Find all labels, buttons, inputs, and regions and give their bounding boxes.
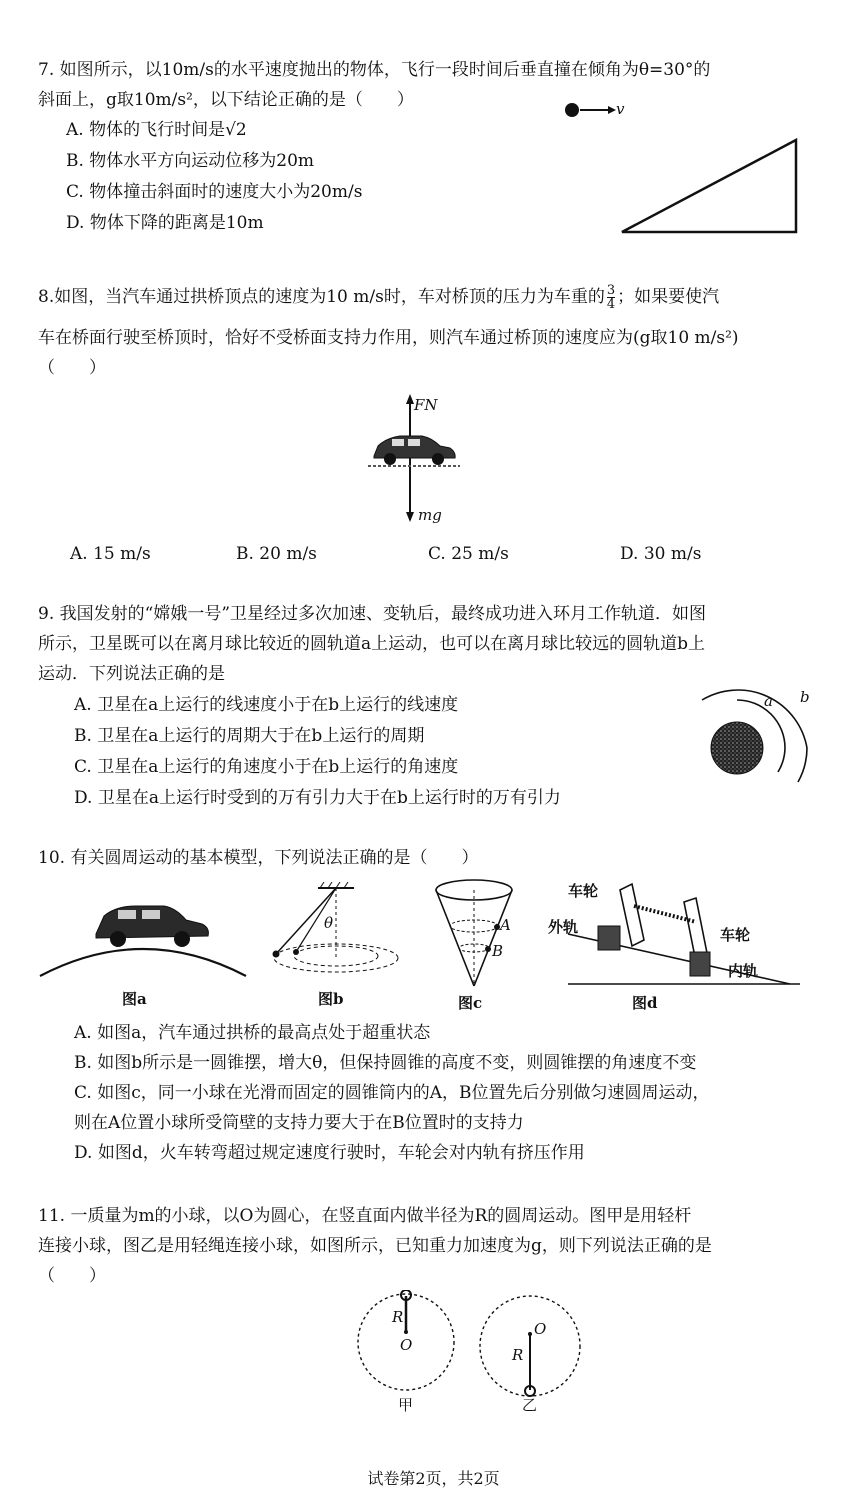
q11-stem-line3: （ ） — [38, 1266, 106, 1286]
q10-inner-rail-label: 内轨 — [728, 962, 759, 980]
q8-option-a: A. 15 m/s — [70, 544, 151, 564]
q8-stem-part2: ；如果要使汽 — [617, 287, 720, 307]
q10-wheel-label-1: 车轮 — [568, 882, 599, 900]
q8-option-b: B. 20 m/s — [236, 544, 317, 564]
q10-option-d: D. 如图d，火车转弯超过规定速度行驶时，车轮会对内轨有挤压作用 — [74, 1143, 585, 1163]
q8-stem-part1: 8.如图，当汽车通过拱桥顶点的速度为10 m/s时，车对桥顶的压力为车重的 — [38, 287, 605, 307]
q10-theta-label: θ — [324, 914, 334, 932]
q10-stem: 10. 有关圆周运动的基本模型，下列说法正确的是（ ） — [38, 848, 479, 868]
q8-stem-line3: （ ） — [38, 358, 106, 378]
q8-option-d: D. 30 m/s — [620, 544, 702, 564]
q10-fig-a — [38, 880, 248, 980]
wheel-left — [620, 884, 644, 946]
q11-O-label-jia: O — [400, 1336, 413, 1354]
q11-stem-line2: 连接小球，图乙是用轻绳连接小球，如图所示，已知重力加速度为g，则下列说法正确的是 — [38, 1236, 712, 1256]
q7-stem-line2: 斜面上，g取10m/s²，以下结论正确的是（ ） — [38, 90, 414, 110]
projectile-ball — [565, 103, 579, 117]
q10-fig-b — [262, 880, 412, 980]
q11-R-label-yi: R — [512, 1346, 524, 1364]
q10-caption-c: 图c — [458, 994, 483, 1012]
q7-projectile-figure — [560, 92, 810, 242]
q7-option-d: D. 物体下降的距离是10m — [66, 213, 264, 233]
q7-option-c: C. 物体撞击斜面时的速度大小为20m/s — [66, 182, 363, 202]
moon — [711, 722, 763, 774]
q7-velocity-label: v — [616, 100, 625, 118]
q9-stem-line2: 所示，卫星既可以在离月球比较近的圆轨道a上运动，也可以在离月球比较远的圆轨道b上 — [38, 634, 706, 654]
q10-caption-b: 图b — [318, 990, 344, 1008]
q9-stem-line3: 运动．下列说法正确的是 — [38, 664, 225, 684]
q9-stem-line1: 9. 我国发射的“嫦娥一号”卫星经过多次加速、变轨后，最终成功进入环月工作轨道．如图 — [38, 604, 707, 624]
q10-outer-rail-label: 外轨 — [548, 918, 579, 936]
q9-option-a: A. 卫星在a上运行的线速度小于在b上运行的线速度 — [74, 695, 459, 715]
q9-orbit-b-label: b — [800, 688, 810, 706]
outer-rail — [598, 926, 620, 950]
q10-option-b: B. 如图b所示是一圆锥摆，增大θ，但保持圆锥的高度不变，则圆锥摆的角速度不变 — [74, 1053, 697, 1073]
q7-option-a: A. 物体的飞行时间是√2 — [66, 120, 247, 140]
q8-fraction — [607, 284, 615, 311]
q8-option-c: C. 25 m/s — [428, 544, 509, 564]
frac-numerator: 3 — [606, 283, 616, 298]
q10-caption-a: 图a — [122, 990, 147, 1008]
q10-fig-d — [560, 874, 820, 990]
arch-bridge — [40, 949, 246, 976]
q9-option-b: B. 卫星在a上运行的周期大于在b上运行的周期 — [74, 726, 425, 746]
inner-rail — [690, 952, 710, 976]
q10-A-label: A — [500, 916, 511, 934]
page-footer: 试卷第2页，共2页 — [367, 1469, 500, 1488]
q8-stem-line2: 车在桥面行驶至桥顶时，恰好不受桥面支持力作用，则汽车通过桥顶的速度应为(g取10 m/s²) — [38, 328, 739, 348]
cone-side — [436, 890, 474, 986]
q7-option-b: B. 物体水平方向运动位移为20m — [66, 151, 315, 171]
q11-caption-jia: 甲 — [398, 1396, 414, 1414]
q9-orbit-a-label: a — [764, 692, 773, 710]
q11-figure — [350, 1290, 590, 1400]
q8-fn-label: FN — [414, 396, 438, 414]
bob — [273, 951, 280, 958]
incline-triangle — [622, 140, 796, 232]
q10-wheel-label-2: 车轮 — [720, 926, 751, 944]
q8-mg-label: mg — [418, 506, 442, 524]
q10-B-label: B — [492, 942, 504, 960]
car-wheel — [432, 453, 444, 465]
q7-stem-line1: 7. 如图所示，以10m/s的水平速度抛出的物体，飞行一段时间后垂直撞在倾角为θ=30°的 — [38, 60, 711, 80]
q11-stem-line1: 11. 一质量为m的小球，以O为圆心，在竖直面内做半径为R的圆周运动。图甲是用轻杆 — [38, 1206, 692, 1226]
q11-O-label-yi: O — [534, 1320, 547, 1338]
q10-caption-d: 图d — [632, 994, 658, 1012]
q10-option-c-line2: 则在A位置小球所受筒壁的支持力要大于在B位置时的支持力 — [74, 1113, 524, 1133]
q10-option-a: A. 如图a，汽车通过拱桥的最高点处于超重状态 — [74, 1023, 431, 1043]
frac-denominator: 4 — [606, 297, 616, 312]
q9-option-d: D. 卫星在a上运行时受到的万有引力大于在b上运行时的万有引力 — [74, 788, 561, 808]
q8-stem-line1 — [38, 284, 719, 311]
car-wheel — [384, 453, 396, 465]
q10-fig-c — [428, 876, 528, 992]
q11-caption-yi: 乙 — [522, 1396, 538, 1414]
q11-R-label-jia: R — [392, 1308, 404, 1326]
q9-option-c: C. 卫星在a上运行的角速度小于在b上运行的角速度 — [74, 757, 459, 777]
q10-option-c-line1: C. 如图c，同一小球在光滑而固定的圆锥筒内的A，B位置先后分别做匀速圆周运动， — [74, 1083, 710, 1103]
